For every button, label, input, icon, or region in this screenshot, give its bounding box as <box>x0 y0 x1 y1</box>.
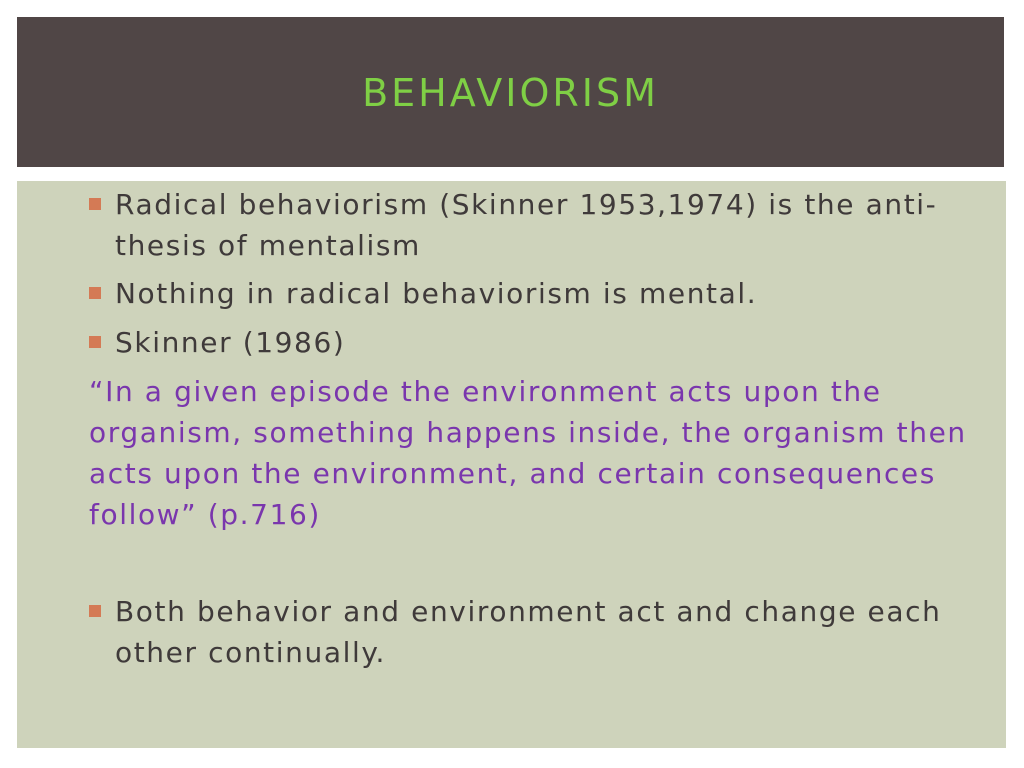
bullet-text: Skinner (1986) <box>115 326 346 359</box>
bullet-item-behavior-environment <box>89 591 994 673</box>
bullet-item-skinner-1986 <box>89 322 994 363</box>
bullet-text: Nothing in radical behaviorism is mental. <box>115 277 758 310</box>
bullet-text: Both behavior and environment act and change each other continually. <box>115 595 942 669</box>
title-bar <box>17 17 1004 167</box>
slide-title: BEHAVIORISM <box>362 71 659 115</box>
square-bullet-icon <box>89 198 101 210</box>
bullet-text: Radical behaviorism (Skinner 1953,1974) is the anti-thesis of mentalism <box>115 188 938 262</box>
square-bullet-icon <box>89 336 101 348</box>
square-bullet-icon <box>89 287 101 299</box>
square-bullet-icon <box>89 605 101 617</box>
skinner-quote: “In a given episode the environment acts upon the organism, something happens inside, the organism then acts upon the environment, and certain consequences follow” (p.716) <box>89 375 967 531</box>
content-area <box>17 181 1006 748</box>
bullet-item-radical-behaviorism <box>89 184 994 266</box>
bullet-item-nothing-mental <box>89 273 994 314</box>
